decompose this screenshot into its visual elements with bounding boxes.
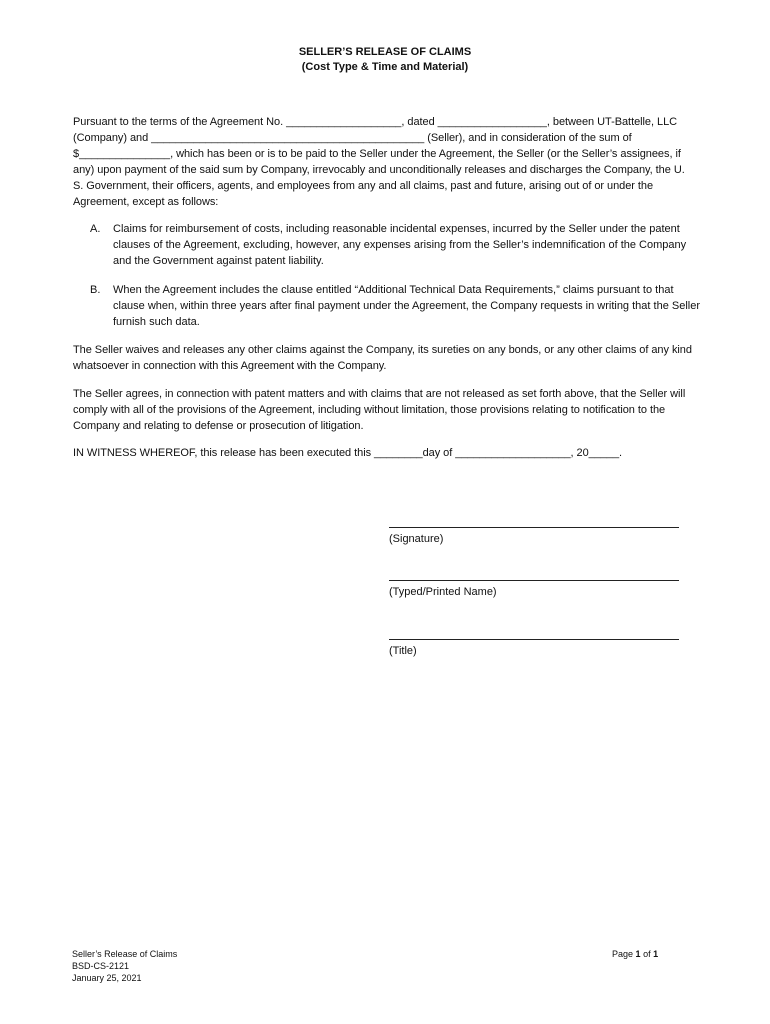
agreement-paragraph <box>73 386 698 434</box>
title-line[interactable] <box>389 639 679 640</box>
footer-document-info <box>72 948 177 984</box>
page-current: 1 <box>635 949 641 959</box>
title-label: (Title) <box>389 645 417 657</box>
witness-text: IN WITNESS WHEREOF, this release has been executed this ________day of ___________________, 20_____. <box>73 447 623 459</box>
page-of: of <box>643 949 651 959</box>
title-block <box>0 45 770 75</box>
signature-line[interactable] <box>389 527 679 528</box>
exception-item <box>90 282 700 330</box>
exception-text: Claims for reimbursement of costs, including reasonable incidental expenses, incurred by the Seller under the patent clauses of the Agreement, excluding, however, any expenses arising from the Seller’s indemnification of the Company and the Government against patent liability. <box>113 223 687 267</box>
printed-name-line[interactable] <box>389 580 679 581</box>
intro-paragraph <box>73 114 698 210</box>
document-title: SELLER’S RELEASE OF CLAIMS <box>298 46 472 58</box>
waiver-text: The Seller waives and releases any other claims against the Company, its sureties on any bonds, or any other claims of any kind whatsoever in connection with this Agreement with the Company. <box>73 344 692 372</box>
printed-name-label: (Typed/Printed Name) <box>389 586 497 598</box>
signature-block <box>389 527 681 546</box>
witness-paragraph <box>73 445 698 461</box>
title-signature-block <box>389 639 681 658</box>
footer-doc-date: January 25, 2021 <box>72 973 142 983</box>
waiver-paragraph <box>73 342 698 374</box>
footer-doc-name: Seller’s Release of Claims <box>72 949 178 959</box>
exception-item <box>90 221 700 269</box>
footer-page-number <box>612 948 658 960</box>
intro-text: Pursuant to the terms of the Agreement No. ___________________, dated __________________, between UT-Battelle, LLC (Company) and _____________________________________________ (Seller), and in consideration of the sum of $_______________, which has been or is to be paid to the Seller under the Agreement, the Seller (or the Seller’s assignees, if any) upon payment of the said sum by Company, irrevocably and unconditionally releases and discharges the Company, the U. S. Government, their officers, agents, and employees from any and all claims, past and future, arising out of or under the Agreement, except as follows: <box>73 116 685 208</box>
exception-text: When the Agreement includes the clause entitled “Additional Technical Data Requirements,” claims pursuant to that clause when, within three years after final payment under the Agreement, the Company requests in writing that the Seller furnish such data. <box>113 284 700 328</box>
footer-doc-code: BSD-CS-2121 <box>72 961 130 971</box>
page-prefix: Page <box>612 949 634 959</box>
signature-label: (Signature) <box>389 533 444 545</box>
exception-letter: A. <box>90 223 101 235</box>
document-subtitle: (Cost Type & Time and Material) <box>301 61 469 73</box>
exception-letter: B. <box>90 284 101 296</box>
agreement-text: The Seller agrees, in connection with patent matters and with claims that are not released as set forth above, that the Seller will comply with all of the provisions of the Agreement, including without limitation, those provisions relating to notification to the Company and relating to defense or prosecution of litigation. <box>73 388 686 432</box>
printed-name-block <box>389 580 681 599</box>
page-total: 1 <box>653 949 659 959</box>
